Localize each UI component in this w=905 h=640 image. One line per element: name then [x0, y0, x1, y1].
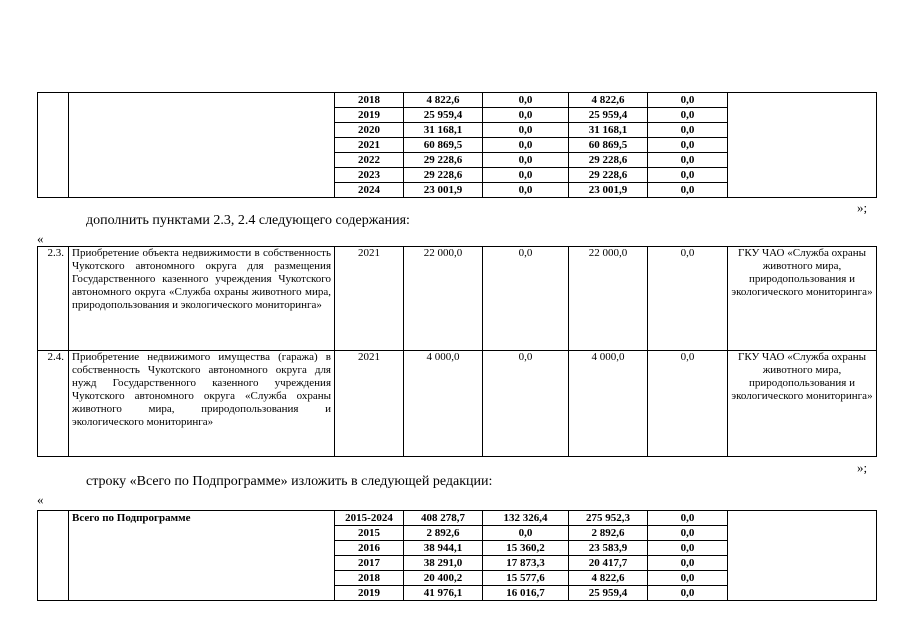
regional-cell: 23 001,9 — [569, 183, 648, 198]
item-description-cell: Приобретение объекта недвижимости в собственность Чукотского автономного округа для размещения Государственного казенного учреждения Чукотского автономного округа «Служба охраны животного мира, природопользования и экологического мониторинга» — [69, 247, 335, 351]
item-number-cell: 2.4. — [38, 351, 69, 457]
regional-cell: 20 417,7 — [569, 556, 648, 571]
regional-cell: 23 583,9 — [569, 541, 648, 556]
total-cell: 60 869,5 — [404, 138, 483, 153]
federal-cell: 15 360,2 — [483, 541, 569, 556]
executor-cell: ГКУ ЧАО «Служба охраны животного мира, природопользования и экологического мониторинга» — [728, 351, 877, 457]
regional-cell: 29 228,6 — [569, 168, 648, 183]
description-cell — [69, 93, 335, 198]
close-quote-1: »; — [857, 200, 868, 215]
executor-cell — [728, 93, 877, 198]
regional-cell: 25 959,4 — [569, 108, 648, 123]
total-cell: 20 400,2 — [404, 571, 483, 586]
year-cell: 2021 — [335, 351, 404, 457]
federal-cell: 0,0 — [483, 153, 569, 168]
item-description-cell: Приобретение недвижимого имущества (гаража) в собственность Чукотского автономного округа для нужд Государственного казенного учреждения Чукотского автономного округа «Служба охраны животного мира, природопользования и экологического мониторинга» — [69, 351, 335, 457]
total-cell: 23 001,9 — [404, 183, 483, 198]
executor-cell: ГКУ ЧАО «Служба охраны животного мира, природопользования и экологического мониторинга» — [728, 247, 877, 351]
year-cell: 2021 — [335, 138, 404, 153]
total-cell: 2 892,6 — [404, 526, 483, 541]
federal-cell: 132 326,4 — [483, 511, 569, 526]
federal-cell: 0,0 — [483, 108, 569, 123]
federal-cell: 15 577,6 — [483, 571, 569, 586]
regional-cell: 60 869,5 — [569, 138, 648, 153]
federal-cell: 0,0 — [483, 183, 569, 198]
total-cell: 29 228,6 — [404, 153, 483, 168]
other-cell: 0,0 — [648, 123, 728, 138]
table-row — [38, 511, 877, 526]
other-cell: 0,0 — [648, 571, 728, 586]
federal-cell: 0,0 — [483, 351, 569, 457]
number-cell — [38, 93, 69, 198]
year-cell: 2021 — [335, 247, 404, 351]
total-cell: 4 000,0 — [404, 351, 483, 457]
federal-cell: 0,0 — [483, 138, 569, 153]
open-quote-1: « — [37, 231, 44, 246]
paragraph-total-row: строку «Всего по Подпрограмме» изложить в следующей редакции: — [86, 474, 493, 489]
regional-cell: 275 952,3 — [569, 511, 648, 526]
year-cell: 2018 — [335, 93, 404, 108]
total-cell: 31 168,1 — [404, 123, 483, 138]
year-cell: 2020 — [335, 123, 404, 138]
year-cell: 2024 — [335, 183, 404, 198]
table-row — [38, 93, 877, 108]
total-cell: 38 291,0 — [404, 556, 483, 571]
table-row — [38, 247, 877, 351]
paragraph-add-items: дополнить пунктами 2.3, 2.4 следующего содержания: — [86, 213, 410, 228]
other-cell: 0,0 — [648, 247, 728, 351]
regional-cell: 25 959,4 — [569, 586, 648, 601]
other-cell: 0,0 — [648, 93, 728, 108]
federal-cell: 0,0 — [483, 123, 569, 138]
other-cell: 0,0 — [648, 168, 728, 183]
total-cell: 22 000,0 — [404, 247, 483, 351]
total-cell: 408 278,7 — [404, 511, 483, 526]
total-cell: 29 228,6 — [404, 168, 483, 183]
other-cell: 0,0 — [648, 153, 728, 168]
other-cell: 0,0 — [648, 526, 728, 541]
other-cell: 0,0 — [648, 556, 728, 571]
year-cell: 2022 — [335, 153, 404, 168]
federal-cell: 0,0 — [483, 168, 569, 183]
year-cell: 2018 — [335, 571, 404, 586]
regional-cell: 22 000,0 — [569, 247, 648, 351]
federal-cell: 17 873,3 — [483, 556, 569, 571]
total-cell: 25 959,4 — [404, 108, 483, 123]
regional-cell: 4 000,0 — [569, 351, 648, 457]
other-cell: 0,0 — [648, 541, 728, 556]
year-cell: 2023 — [335, 168, 404, 183]
regional-cell: 4 822,6 — [569, 571, 648, 586]
regional-cell: 31 168,1 — [569, 123, 648, 138]
executor-cell — [728, 511, 877, 601]
year-cell: 2019 — [335, 108, 404, 123]
table-items — [37, 246, 877, 457]
other-cell: 0,0 — [648, 183, 728, 198]
table-row — [38, 351, 877, 457]
federal-cell: 0,0 — [483, 526, 569, 541]
total-cell: 38 944,1 — [404, 541, 483, 556]
regional-cell: 2 892,6 — [569, 526, 648, 541]
total-cell: 41 976,1 — [404, 586, 483, 601]
year-cell: 2019 — [335, 586, 404, 601]
other-cell: 0,0 — [648, 351, 728, 457]
year-cell: 2016 — [335, 541, 404, 556]
regional-cell: 29 228,6 — [569, 153, 648, 168]
federal-cell: 16 016,7 — [483, 586, 569, 601]
year-cell: 2015-2024 — [335, 511, 404, 526]
total-cell: 4 822,6 — [404, 93, 483, 108]
regional-cell: 4 822,6 — [569, 93, 648, 108]
total-label-cell: Всего по Подпрограмме — [69, 511, 335, 601]
other-cell: 0,0 — [648, 586, 728, 601]
item-number-cell: 2.3. — [38, 247, 69, 351]
number-cell — [38, 511, 69, 601]
table-top — [37, 92, 877, 198]
other-cell: 0,0 — [648, 108, 728, 123]
year-cell: 2015 — [335, 526, 404, 541]
federal-cell: 0,0 — [483, 93, 569, 108]
year-cell: 2017 — [335, 556, 404, 571]
open-quote-2: « — [37, 492, 44, 507]
other-cell: 0,0 — [648, 138, 728, 153]
table-bottom — [37, 510, 877, 601]
close-quote-2: »; — [857, 460, 868, 475]
federal-cell: 0,0 — [483, 247, 569, 351]
other-cell: 0,0 — [648, 511, 728, 526]
